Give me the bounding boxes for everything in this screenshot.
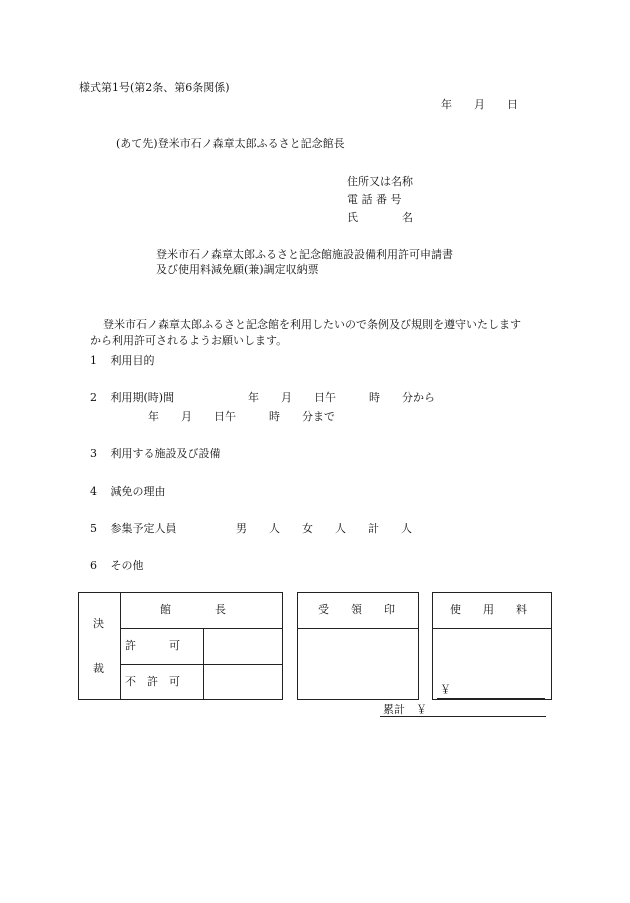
received-seal-header: 受 領 印 — [318, 603, 395, 616]
item-period — [90, 391, 174, 405]
item-label: 参集予定人員 — [110, 522, 177, 535]
period-to: 年 月 日午 時 分まで — [148, 410, 335, 423]
name-label: 氏 名 — [347, 211, 413, 224]
item-other — [90, 559, 144, 573]
item-facilities — [90, 447, 221, 461]
table-divider — [432, 628, 552, 629]
table-divider — [120, 628, 283, 629]
item-label: 減免の理由 — [110, 485, 166, 498]
attendee-counts: 男 人 女 人 計 人 — [236, 522, 412, 535]
body-text-line1: 登米市石ノ森章太郎ふるさと記念館を利用したいので条例及び規則を遵守いたします — [103, 318, 521, 331]
table-divider — [120, 592, 121, 700]
item-number: 5 — [90, 522, 97, 535]
item-number: 1 — [90, 354, 97, 367]
fee-header: 使 用 料 — [450, 603, 527, 616]
item-label: 利用目的 — [110, 354, 155, 367]
date-line: 年 月 日 — [441, 98, 518, 111]
fee-underline — [437, 698, 545, 699]
fee-yen-mark: ￥ — [440, 683, 451, 696]
table-divider — [203, 628, 204, 700]
document-title-line2: 及び使用料減免願(兼)調定収納票 — [156, 263, 319, 276]
decision-label-top: 決 — [93, 617, 104, 630]
table-divider — [120, 664, 283, 665]
body-text-line2: から利用許可されるようお願いします。 — [90, 334, 288, 347]
document-title-line1: 登米市石ノ森章太郎ふるさと記念館施設設備利用許可申請書 — [156, 248, 453, 261]
item-number: 3 — [90, 447, 97, 460]
item-attendees — [90, 522, 177, 536]
address-label: 住所又は名称 — [347, 175, 413, 188]
item-label: 利用期(時)間 — [110, 391, 175, 404]
item-number: 2 — [90, 391, 97, 404]
cumulative-total-label: 累計 ￥ — [383, 703, 427, 716]
director-header: 館 長 — [160, 603, 226, 616]
item-number: 4 — [90, 485, 97, 498]
not-permit-label: 不 許 可 — [125, 675, 180, 688]
item-label: その他 — [110, 559, 144, 572]
item-reduction — [90, 485, 166, 499]
form-id: 様式第1号(第2条、第6条関係) — [79, 81, 230, 94]
table-divider — [297, 628, 419, 629]
item-number: 6 — [90, 559, 97, 572]
phone-label: 電 話 番 号 — [347, 193, 402, 206]
item-purpose — [90, 354, 155, 368]
item-label: 利用する施設及び設備 — [110, 447, 221, 460]
permit-label: 許 可 — [125, 639, 180, 652]
addressee: (あて先)登米市石ノ森章太郎ふるさと記念館長 — [116, 137, 345, 150]
decision-label-bottom: 裁 — [93, 662, 104, 675]
cumulative-underline — [380, 716, 546, 717]
period-from: 年 月 日午 時 分から — [248, 391, 435, 404]
